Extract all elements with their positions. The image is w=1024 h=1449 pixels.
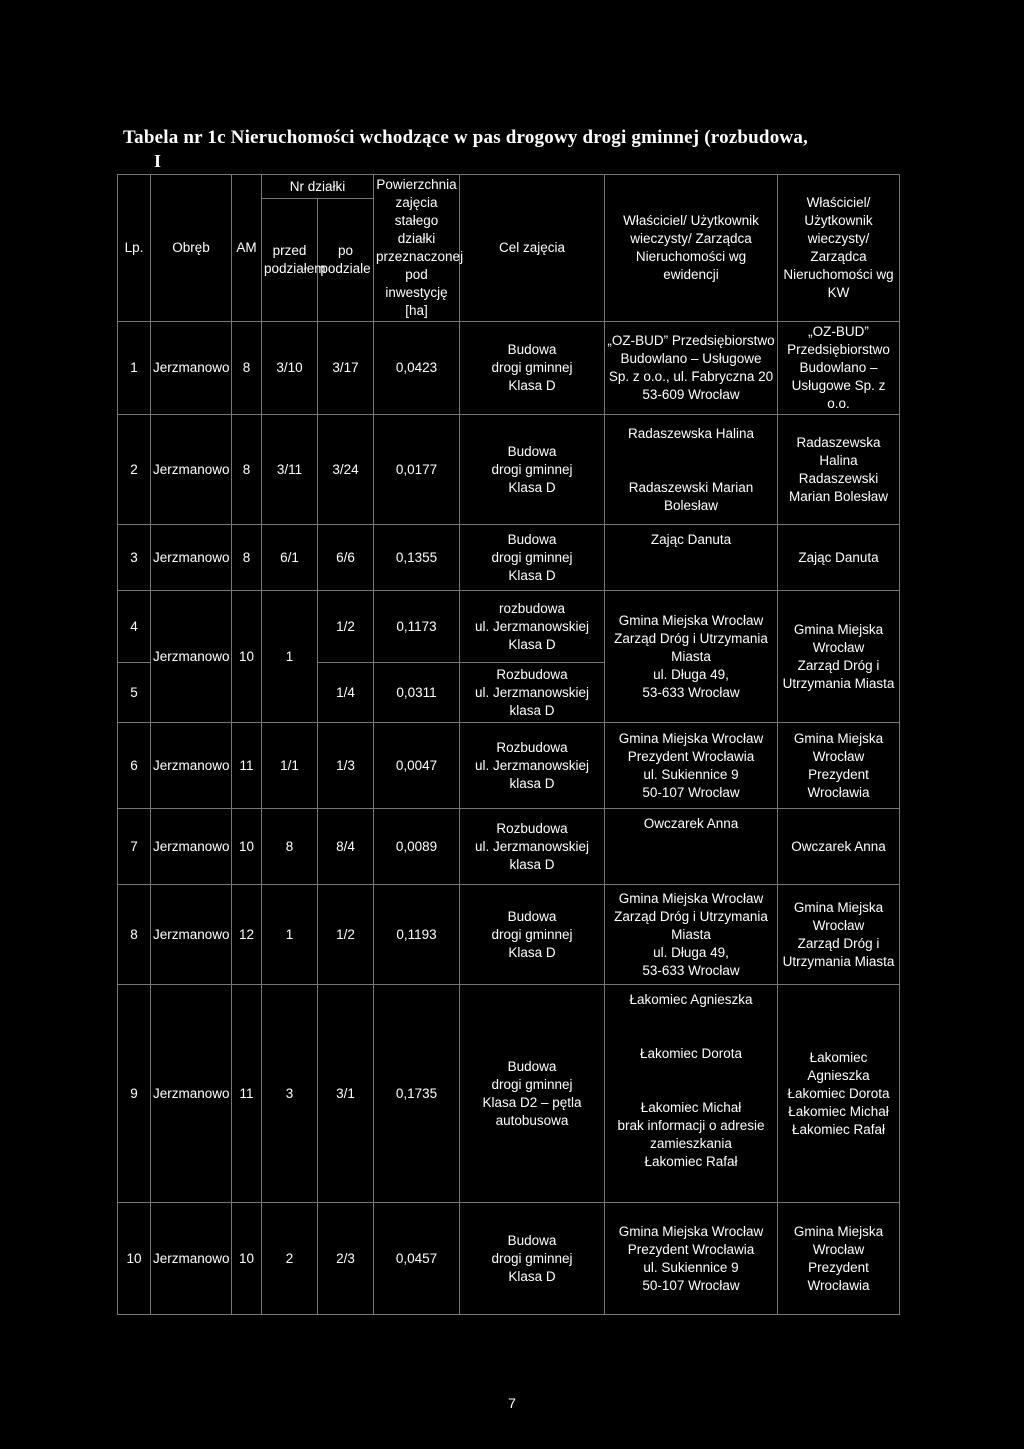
table-row xyxy=(118,985,900,1203)
cell-am: 8 xyxy=(232,525,262,591)
cell-wlasciciel-ewidencja-line: ul. Sukiennice 9 xyxy=(643,766,739,782)
cell-wlasciciel-kw-line: Łakomiec xyxy=(809,1049,868,1065)
cell-wlasciciel-ewidencja-line: ul. Długa 49, xyxy=(653,944,729,960)
cell-powierzchnia: 0,1173 xyxy=(374,591,460,663)
cell-wlasciciel-ewidencja xyxy=(605,525,778,591)
cell-wlasciciel-kw-line: Zarząd Dróg i xyxy=(797,657,880,673)
cell-cel xyxy=(460,591,605,663)
cell-wlasciciel-kw-line: Wrocław xyxy=(812,917,865,933)
cell-po: 3/17 xyxy=(318,322,374,415)
cell-wlasciciel-kw-line: Halina xyxy=(819,452,858,468)
cell-wlasciciel-ewidencja xyxy=(605,985,778,1203)
cell-powierzchnia: 0,1193 xyxy=(374,885,460,985)
cell-cel-line: drogi gminnej xyxy=(491,461,573,477)
cell-wlasciciel-ewidencja xyxy=(605,885,778,985)
cell-cel-line: drogi gminnej xyxy=(491,360,573,375)
cell-am: 10 xyxy=(232,591,262,723)
cell-wlasciciel-ewidencja-line: Prezydent Wrocławia xyxy=(627,748,755,764)
cell-przed: 1 xyxy=(262,885,318,985)
cell-cel xyxy=(460,415,605,525)
cell-wlasciciel-kw-line: Radaszewski xyxy=(798,470,879,486)
cell-powierzchnia: 0,0177 xyxy=(374,415,460,525)
cell-wlasciciel-ewidencja-line: 50-107 Wrocław xyxy=(642,784,740,800)
cell-am: 11 xyxy=(232,985,262,1203)
cell-cel xyxy=(460,809,605,885)
cell-cel-line: drogi gminnej xyxy=(491,549,573,565)
cell-wlasciciel-ewidencja-line: Łakomiec Dorota xyxy=(639,1046,743,1061)
cell-wlasciciel-kw-line: Prezydent xyxy=(808,766,869,782)
cell-wlasciciel-ewidencja xyxy=(605,809,778,885)
cell-po: 1/4 xyxy=(318,663,374,723)
cell-po: 3/1 xyxy=(318,985,374,1203)
cell-wlasciciel-ewidencja-line xyxy=(607,1027,775,1045)
cell-wlasciciel-ewidencja-line xyxy=(607,443,775,461)
cell-cel-line: Budowa xyxy=(507,342,557,357)
cell-cel-line: Klasa D xyxy=(508,636,556,652)
cell-powierzchnia: 0,0457 xyxy=(374,1203,460,1315)
cell-am: 8 xyxy=(232,322,262,415)
cell-cel-line: Klasa D xyxy=(508,1268,556,1284)
cell-wlasciciel-ewidencja-line: Miasta xyxy=(671,926,711,942)
cell-powierzchnia: 0,0311 xyxy=(374,663,460,723)
cell-cel-line: Budowa xyxy=(507,531,557,547)
cell-przed: 3/11 xyxy=(262,415,318,525)
cell-wlasciciel-ewidencja-line: Zarząd Dróg i Utrzymania xyxy=(614,630,768,646)
cell-wlasciciel-kw-line: „OZ-BUD” xyxy=(808,324,869,339)
cell-wlasciciel-ewidencja-line: Budowlano – Usługowe xyxy=(620,351,762,366)
cell-wlasciciel-ewidencja xyxy=(605,591,778,723)
header-row xyxy=(118,175,900,199)
cell-po: 1/2 xyxy=(318,591,374,663)
cell-wlasciciel-kw-line: Radaszewska xyxy=(796,434,881,450)
cell-cel-line: drogi gminnej xyxy=(491,926,573,942)
cell-lp: 10 xyxy=(118,1203,151,1315)
cell-wlasciciel-kw-line: Przedsiębiorstwo xyxy=(787,342,890,357)
header-nr-dzialki: Nr działki xyxy=(262,175,374,199)
cell-cel-line: Klasa D xyxy=(508,944,556,960)
cell-wlasciciel-kw xyxy=(778,591,900,723)
cell-lp: 9 xyxy=(118,985,151,1203)
cell-wlasciciel-kw-line: Łakomiec Rafał xyxy=(791,1121,886,1137)
cell-wlasciciel-ewidencja-line: Łakomiec Rafał xyxy=(644,1154,738,1169)
cell-cel-line: Budowa xyxy=(507,1058,557,1074)
table-row xyxy=(118,809,900,885)
cell-wlasciciel-ewidencja-line xyxy=(607,1081,775,1099)
cell-lp: 1 xyxy=(118,322,151,415)
cell-wlasciciel-ewidencja xyxy=(605,322,778,415)
cell-obreb: Jerzmanowo xyxy=(151,723,232,809)
cell-obreb: Jerzmanowo xyxy=(151,985,232,1203)
cell-przed: 1 xyxy=(262,591,318,723)
cell-wlasciciel-ewidencja xyxy=(605,1203,778,1315)
header-przed: przed podziałem xyxy=(262,199,318,322)
cell-wlasciciel-ewidencja-line: 50-107 Wrocław xyxy=(642,1277,740,1293)
cell-cel-line: Klasa D2 – pętla xyxy=(482,1094,582,1110)
table-row xyxy=(118,723,900,809)
cell-am: 11 xyxy=(232,723,262,809)
cell-wlasciciel-ewidencja-line: 53-633 Wrocław xyxy=(642,962,740,978)
cell-przed: 2 xyxy=(262,1203,318,1315)
cell-wlasciciel-ewidencja-line: zamieszkania xyxy=(650,1136,732,1151)
cell-wlasciciel-kw xyxy=(778,885,900,985)
cell-wlasciciel-kw-line: Owczarek Anna xyxy=(791,838,886,854)
cell-powierzchnia: 0,0047 xyxy=(374,723,460,809)
cell-cel-line: Budowa xyxy=(507,1232,557,1248)
cell-przed: 3/10 xyxy=(262,322,318,415)
cell-cel-line: drogi gminnej xyxy=(491,1076,573,1092)
cell-wlasciciel-ewidencja-line xyxy=(607,1009,775,1027)
cell-wlasciciel-kw-line: Usługowe Sp. z xyxy=(791,378,886,393)
cell-wlasciciel-ewidencja-line: Gmina Miejska Wrocław xyxy=(618,612,764,628)
cell-wlasciciel-ewidencja-line xyxy=(607,461,775,479)
cell-po: 2/3 xyxy=(318,1203,374,1315)
cell-cel xyxy=(460,985,605,1203)
page-number: 7 xyxy=(508,1395,516,1411)
header-obreb: Obręb xyxy=(151,175,232,322)
cell-obreb: Jerzmanowo xyxy=(151,1203,232,1315)
cell-cel xyxy=(460,322,605,415)
cell-cel-line: Budowa xyxy=(507,443,557,459)
header-wlasciciel-ewidencja: Właściciel/ Użytkownik wieczysty/ Zarządca Nieruchomości wg ewidencji xyxy=(605,175,778,322)
header-am: AM xyxy=(232,175,262,322)
cell-wlasciciel-ewidencja xyxy=(605,723,778,809)
cell-wlasciciel-kw-line: Łakomiec Michał xyxy=(788,1103,889,1119)
cell-cel-line: Klasa D xyxy=(508,567,556,583)
cell-cel-line: Klasa D xyxy=(508,378,556,393)
cell-wlasciciel-ewidencja-line: ul. Sukiennice 9 xyxy=(643,1259,739,1275)
cell-lp: 4 xyxy=(118,591,151,663)
cell-wlasciciel-kw-line: Gmina Miejska xyxy=(793,621,884,637)
parcels-table xyxy=(117,174,900,1315)
document-title: Tabela nr 1c Nieruchomości wchodzące w pas drogowy drogi gminnej (rozbudowa, xyxy=(123,127,808,148)
cell-cel xyxy=(460,723,605,809)
cell-wlasciciel-ewidencja-line: Łakomiec Agnieszka xyxy=(629,992,753,1007)
cell-wlasciciel-kw-line: Łakomiec Dorota xyxy=(787,1085,890,1101)
cell-cel-line: ul. Jerzmanowskiej xyxy=(474,618,590,634)
cell-po: 1/3 xyxy=(318,723,374,809)
cell-cel-line: ul. Jerzmanowskiej xyxy=(474,838,590,854)
table-row xyxy=(118,415,900,525)
cell-wlasciciel-kw-line: Utrzymania Miasta xyxy=(782,953,895,969)
cell-cel-line: Budowa xyxy=(507,908,557,924)
cell-cel-line: Rozbudowa xyxy=(496,666,568,682)
cell-wlasciciel-kw-line: Prezydent xyxy=(808,1259,869,1275)
cell-wlasciciel-kw-line: Wrocławia xyxy=(807,784,870,800)
cell-wlasciciel-ewidencja-line: 53-609 Wrocław xyxy=(642,387,740,402)
cell-wlasciciel-kw-line: Wrocławia xyxy=(807,1277,870,1293)
title-continuation-mark: I xyxy=(154,151,162,171)
cell-wlasciciel-ewidencja xyxy=(605,415,778,525)
cell-wlasciciel-ewidencja-line: Zarząd Dróg i Utrzymania xyxy=(614,908,768,924)
cell-wlasciciel-ewidencja-line: „OZ-BUD” Przedsiębiorstwo xyxy=(607,333,775,348)
cell-wlasciciel-kw-line: Gmina Miejska xyxy=(793,730,884,746)
cell-wlasciciel-ewidencja-line: Radaszewska Halina xyxy=(627,425,755,441)
cell-wlasciciel-ewidencja-line: Prezydent Wrocławia xyxy=(627,1241,755,1257)
table-row xyxy=(118,885,900,985)
cell-cel xyxy=(460,525,605,591)
cell-przed: 8 xyxy=(262,809,318,885)
cell-am: 10 xyxy=(232,1203,262,1315)
cell-wlasciciel-kw-line: Wrocław xyxy=(812,639,865,655)
cell-obreb: Jerzmanowo xyxy=(151,885,232,985)
header-lp: Lp. xyxy=(118,175,151,322)
cell-obreb: Jerzmanowo xyxy=(151,525,232,591)
cell-powierzchnia: 0,1355 xyxy=(374,525,460,591)
cell-cel-line: Klasa D xyxy=(508,479,556,495)
cell-obreb: Jerzmanowo xyxy=(151,322,232,415)
cell-przed: 6/1 xyxy=(262,525,318,591)
cell-wlasciciel-ewidencja-line: Łakomiec Michał xyxy=(640,1100,742,1115)
cell-cel-line: Rozbudowa xyxy=(496,739,568,755)
cell-wlasciciel-ewidencja-line: Zając Danuta xyxy=(650,532,732,547)
cell-wlasciciel-kw-line: Gmina Miejska xyxy=(793,1223,884,1239)
cell-wlasciciel-ewidencja-line: brak informacji o adresie xyxy=(617,1118,765,1133)
cell-lp: 8 xyxy=(118,885,151,985)
cell-cel-line: rozbudowa xyxy=(498,600,566,616)
table-row xyxy=(118,525,900,591)
cell-wlasciciel-ewidencja-line: Gmina Miejska Wrocław xyxy=(618,890,764,906)
cell-obreb: Jerzmanowo xyxy=(151,809,232,885)
cell-obreb: Jerzmanowo xyxy=(151,415,232,525)
cell-wlasciciel-kw-line: Utrzymania Miasta xyxy=(782,675,895,691)
cell-wlasciciel-kw-line: Agnieszka xyxy=(807,1067,870,1083)
table-row xyxy=(118,322,900,415)
cell-powierzchnia: 0,0423 xyxy=(374,322,460,415)
cell-wlasciciel-ewidencja-line: ul. Długa 49, xyxy=(653,666,729,682)
cell-cel-line: ul. Jerzmanowskiej xyxy=(474,757,590,773)
cell-wlasciciel-ewidencja-line: Gmina Miejska Wrocław xyxy=(618,1223,764,1239)
cell-wlasciciel-kw xyxy=(778,985,900,1203)
cell-cel xyxy=(460,885,605,985)
cell-wlasciciel-kw-line: Budowlano – xyxy=(799,360,878,375)
cell-wlasciciel-kw xyxy=(778,415,900,525)
header-po: po podziale xyxy=(318,199,374,322)
cell-wlasciciel-ewidencja-line: Miasta xyxy=(671,648,711,664)
cell-wlasciciel-ewidencja-line: Gmina Miejska Wrocław xyxy=(618,730,764,746)
cell-wlasciciel-kw xyxy=(778,322,900,415)
cell-lp: 2 xyxy=(118,415,151,525)
cell-wlasciciel-kw-line: Wrocław xyxy=(812,748,865,764)
cell-wlasciciel-ewidencja-line: Radaszewski Marian xyxy=(628,479,754,495)
table-row xyxy=(118,591,900,663)
cell-cel xyxy=(460,1203,605,1315)
cell-wlasciciel-ewidencja-line: Owczarek Anna xyxy=(643,816,739,831)
cell-przed: 3 xyxy=(262,985,318,1203)
cell-cel-line: autobusowa xyxy=(495,1112,569,1128)
cell-przed: 1/1 xyxy=(262,723,318,809)
cell-cel-line: Rozbudowa xyxy=(496,820,568,836)
cell-wlasciciel-ewidencja-line xyxy=(607,1063,775,1081)
cell-wlasciciel-ewidencja-line: Sp. z o.o., ul. Fabryczna 20 xyxy=(608,369,774,384)
cell-wlasciciel-kw-line: Gmina Miejska xyxy=(793,899,884,915)
cell-cel xyxy=(460,663,605,723)
cell-am: 12 xyxy=(232,885,262,985)
cell-wlasciciel-kw-line: Zając Danuta xyxy=(798,549,879,565)
cell-wlasciciel-kw xyxy=(778,525,900,591)
cell-wlasciciel-kw-line: Wrocław xyxy=(812,1241,865,1257)
cell-po: 3/24 xyxy=(318,415,374,525)
cell-lp: 3 xyxy=(118,525,151,591)
header-cel: Cel zajęcia xyxy=(460,175,605,322)
cell-lp: 6 xyxy=(118,723,151,809)
cell-wlasciciel-kw-line: Zarząd Dróg i xyxy=(797,935,880,951)
cell-cel-line: klasa D xyxy=(509,702,555,718)
cell-wlasciciel-ewidencja-line: Bolesław xyxy=(664,497,719,513)
cell-wlasciciel-kw-line: Marian Bolesław xyxy=(788,488,889,504)
cell-wlasciciel-kw xyxy=(778,809,900,885)
cell-powierzchnia: 0,1735 xyxy=(374,985,460,1203)
cell-wlasciciel-kw xyxy=(778,1203,900,1315)
cell-cel-line: ul. Jerzmanowskiej xyxy=(474,684,590,700)
cell-po: 1/2 xyxy=(318,885,374,985)
cell-am: 10 xyxy=(232,809,262,885)
cell-wlasciciel-kw xyxy=(778,723,900,809)
cell-lp: 5 xyxy=(118,663,151,723)
cell-powierzchnia: 0,0089 xyxy=(374,809,460,885)
cell-po: 8/4 xyxy=(318,809,374,885)
cell-cel-line: klasa D xyxy=(509,856,555,872)
cell-wlasciciel-kw-line: o.o. xyxy=(827,396,850,411)
header-powierzchnia: Powierzchnia zajęcia stałego działki przeznaczonej pod inwestycję [ha] xyxy=(374,175,460,322)
cell-po: 6/6 xyxy=(318,525,374,591)
cell-lp: 7 xyxy=(118,809,151,885)
cell-cel-line: klasa D xyxy=(509,775,555,791)
cell-obreb: Jerzmanowo xyxy=(151,591,232,723)
table-row xyxy=(118,1203,900,1315)
header-wlasciciel-kw: Właściciel/ Użytkownik wieczysty/ Zarządca Nieruchomości wg KW xyxy=(778,175,900,322)
cell-wlasciciel-ewidencja-line: 53-633 Wrocław xyxy=(642,684,740,700)
cell-am: 8 xyxy=(232,415,262,525)
cell-cel-line: drogi gminnej xyxy=(491,1250,573,1266)
